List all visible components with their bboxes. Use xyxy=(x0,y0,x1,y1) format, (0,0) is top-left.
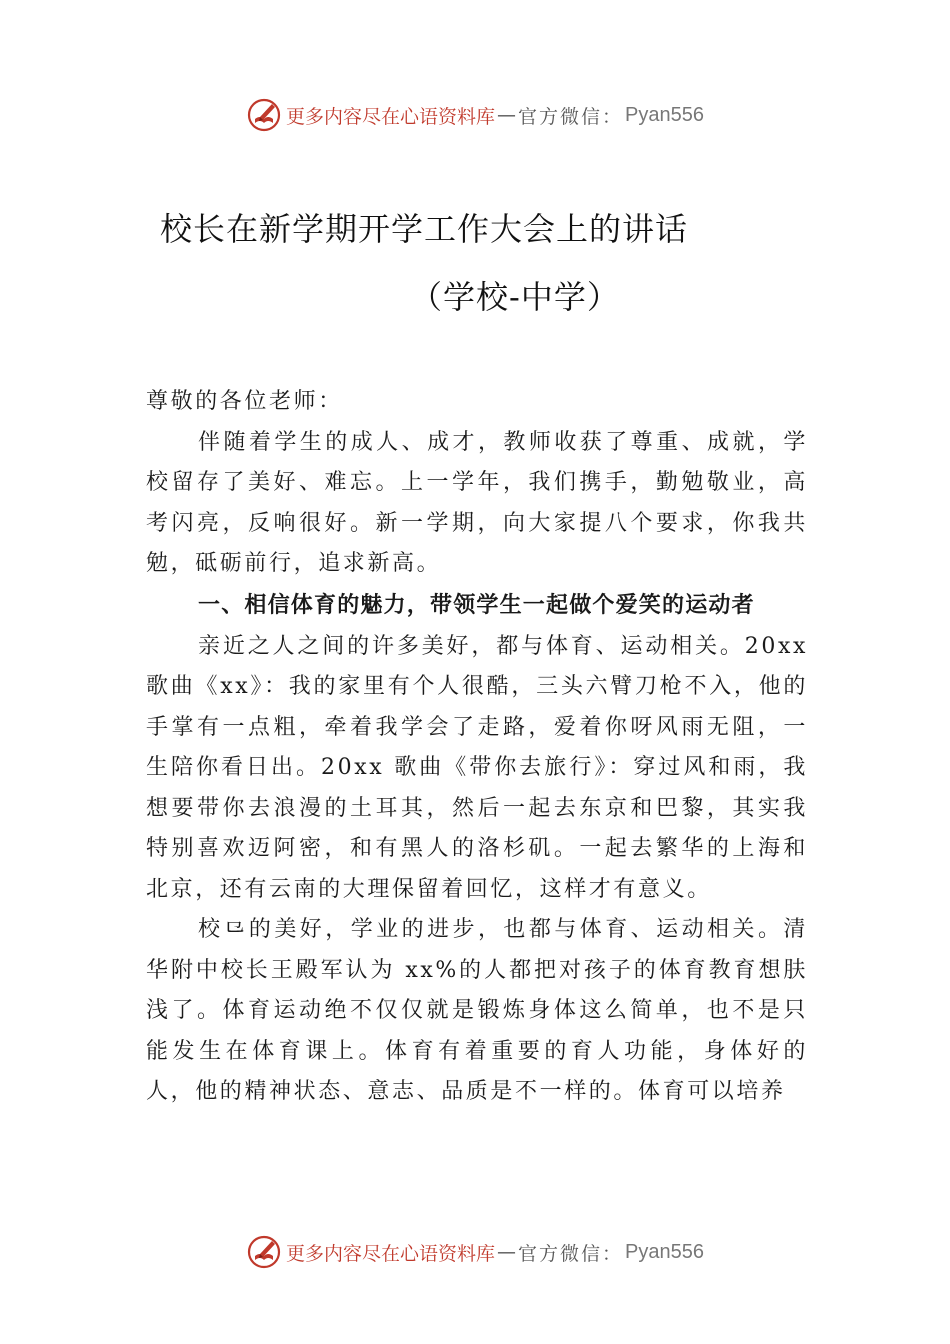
document-subtitle: （学校-中学） xyxy=(410,278,620,316)
document-title: 校长在新学期开学工作大会上的讲话 xyxy=(160,210,689,248)
section-heading: 一、相信体育的魅力，带领学生一起做个爱笑的运动者 xyxy=(198,592,755,618)
banner-separator: — xyxy=(497,104,517,126)
salutation: 尊敬的各位老师： xyxy=(146,389,343,414)
pen-book-logo-icon xyxy=(246,97,282,133)
body-paragraph: 亲近之人之间的许多美好，都与体育、运动相关。20xx歌曲《xx》：我的家里有个人很酷，三头六臂刀枪不入，他的手掌有一点粗，牵着我学会了走路，爱着你呀风雨无阻，一生陪你看日出。20xx 歌曲《带你去旅行》：穿过风和雨，我想要带你去浪漫的土耳其，然后一起去东京和巴黎，其实我特别喜欢迈阿密，和有黑人的洛杉矶。一起去繁华的上海和北京，还有云南的大理保留着回忆，这样才有意义。 xyxy=(146,633,808,902)
body-paragraph: 伴随着学生的成人、成才，教师收获了尊重、成就，学校留存了美好、难忘。上一学年，我们携手，勤勉敬业，高考闪亮，反响很好。新一学期，向大家提八个要求，你我共勉，砥砺前行，追求新高。 xyxy=(146,429,808,576)
body-paragraph: 校⺋的美好，学业的进步，也都与体育、运动相关。清华附中校长王殿军认为 xx%的人都把对孩子的体育教育想肤浅了。体育运动绝不仅仅就是锻炼身体这么简单，也不是只能发生在体育课上。体育有着重要的育人功能，身体好的人，他的精神状态、意志、品质是不一样的。体育可以培养 xyxy=(146,917,808,1104)
footer-banner xyxy=(0,1232,950,1272)
official-wechat-label: 官方微信： xyxy=(518,105,624,128)
official-wechat-label: 官方微信： xyxy=(518,1242,624,1265)
wechat-id: Pyan556 xyxy=(625,1240,704,1263)
brand-text: 更多内容尽在心语资料库 xyxy=(286,105,496,128)
document-body xyxy=(146,382,808,1113)
header-banner xyxy=(0,95,950,135)
banner-separator: — xyxy=(497,1241,517,1263)
pen-book-logo-icon xyxy=(246,1234,282,1270)
brand-text: 更多内容尽在心语资料库 xyxy=(286,1242,496,1265)
wechat-id: Pyan556 xyxy=(625,103,704,126)
